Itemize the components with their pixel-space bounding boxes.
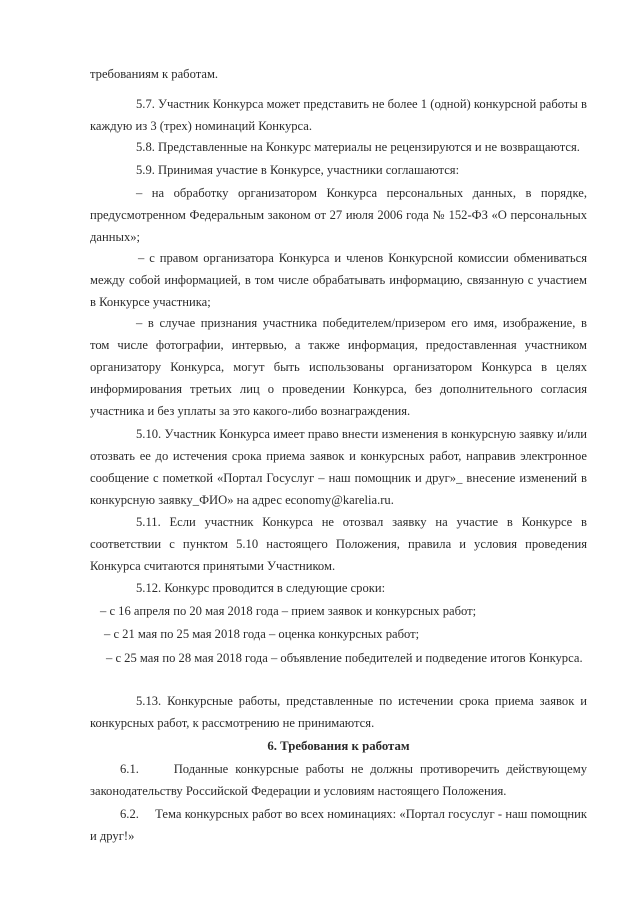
paragraph-5-13: 5.13. Конкурсные работы, представленные по истечении срока приема заявок и конкурсных работ, к рассмотрению не принимаются. [90, 694, 587, 730]
paragraph-continuation: требованиям к работам. [90, 67, 219, 81]
list-item-personal-data: – на обработку организатором Конкурса персональных данных, в порядке, предусмотренном Федеральным законом от 27 июля 2006 года № 152-ФЗ «О персональных данных»; [90, 186, 587, 244]
paragraph-5-11: 5.11. Если участник Конкурса не отозвал заявку на участие в Конкурсе в соответствии с пунктом 5.10 настоящего Положения, правила и условия проведения Конкурса считаются принятыми Участником. [90, 515, 587, 573]
schedule-item-2: – с 21 мая по 25 мая 2018 года – оценка конкурсных работ; [104, 627, 420, 641]
paragraph-5-7: 5.7. Участник Конкурса может представить не более 1 (одной) конкурсной работы в каждую из 3 (трех) номинаций Конкурса. [90, 97, 587, 133]
paragraph-5-10: 5.10. Участник Конкурса имеет право внести изменения в конкурсную заявку и/или отозвать ее до истечения срока приема заявок и конкурсных работ, направив электронное сообщение с пометкой «Портал Госуслуг – наш помощник и друг»_ внесение изменений в конкурсную заявку_ФИО» на адрес economy@karelia.ru. [90, 427, 587, 507]
schedule-item-1: – с 16 апреля по 20 мая 2018 года – прием заявок и конкурсных работ; [100, 604, 477, 618]
schedule-item-3: – с 25 мая по 28 мая 2018 года – объявление победителей и подведение итогов Конкурса. [106, 651, 583, 665]
paragraph-5-8: 5.8. Представленные на Конкурс материалы не рецензируются и не возвращаются. [136, 140, 580, 154]
paragraph-6-1: 6.1. Поданные конкурсные работы не должны противоречить действующему законодательству Российской Федерации и условиям настоящего Положения. [90, 762, 591, 798]
section-heading: 6. Требования к работам [267, 739, 410, 753]
paragraph-5-9: 5.9. Принимая участие в Конкурсе, участники соглашаются: [136, 163, 460, 177]
paragraph-5-12: 5.12. Конкурс проводится в следующие сроки: [136, 581, 386, 595]
paragraph-6-2: 6.2. Тема конкурсных работ во всех номинациях: «Портал госуслуг - наш помощник и друг!» [90, 807, 591, 843]
list-item-info-exchange: – с правом организатора Конкурса и членов Конкурсной комиссии обмениваться между собой информацией, в том числе обрабатывать информацию, связанную с участием в Конкурсе участника; [90, 251, 587, 309]
list-item-winner-info: – в случае признания участника победителем/призером его имя, изображение, в том числе фотографии, интервью, а также информация, предоставленная участником организатору Конкурса, могут быть использованы организатором Конкурса в целях информирования третьих лиц о проведении Конкурса, без дополнительного согласия участника и без уплаты за это какого-либо вознаграждения. [90, 316, 587, 418]
